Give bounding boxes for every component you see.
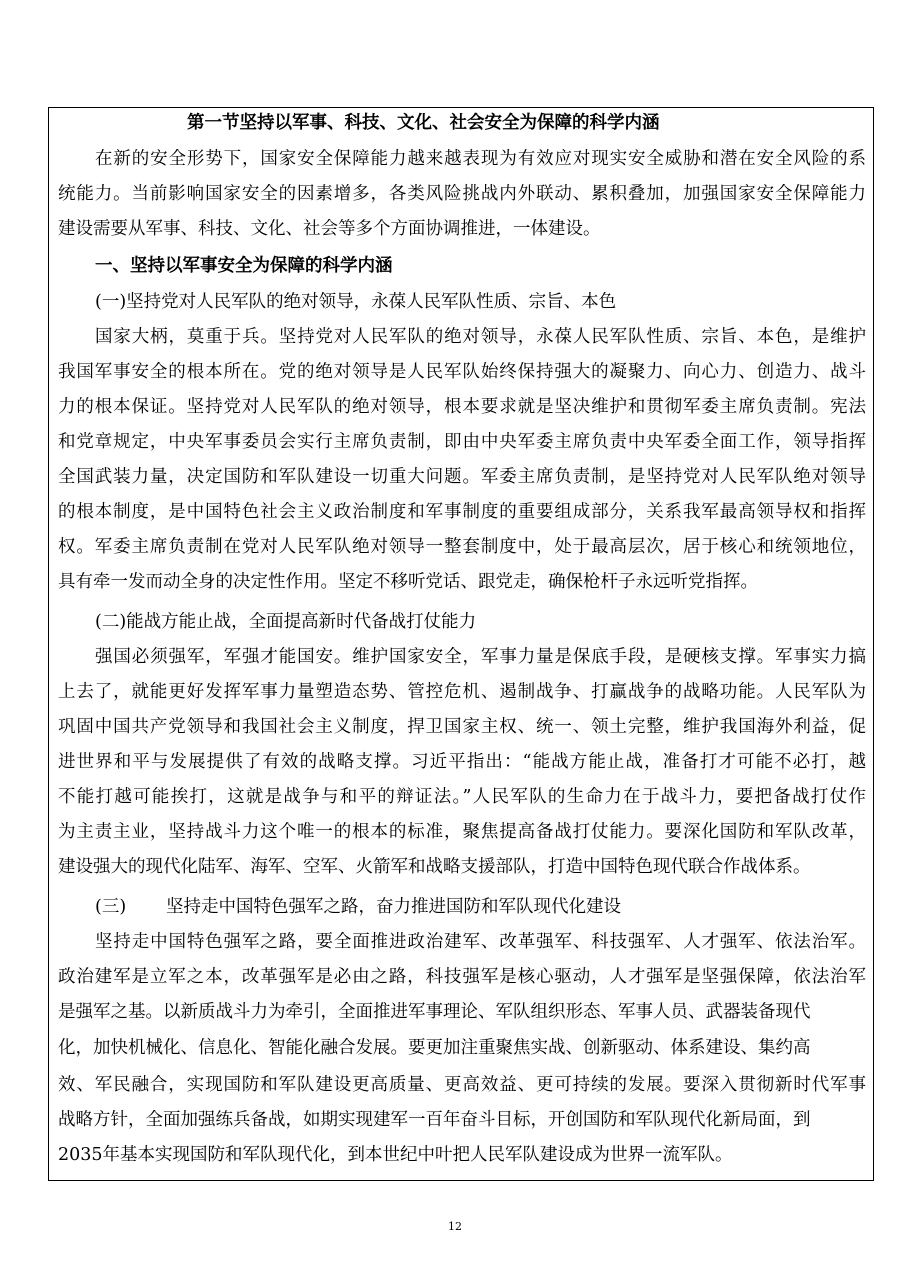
paragraph1-line: 和党章规定，中央军事委员会实行主席负责制，即由中央军委主席负责中央军委全面工作，领导指挥 bbox=[58, 432, 866, 452]
paragraph1-line: 全国武装力量，决定国防和军队建设一切重大问题。军委主席负责制，是坚持党对人民军队绝对领导 bbox=[58, 467, 866, 487]
subsection3-heading-number: (三) bbox=[95, 897, 127, 917]
paragraph3-line: 坚持走中国特色强军之路，要全面推进政治建军、改革强军、科技强军、人才强军、依法治军。 bbox=[95, 932, 866, 952]
paragraph2-line: 为主责主业，坚持战斗力这个唯一的根本的标准，聚焦提高备战打仗能力。要深化国防和军队改革， bbox=[58, 822, 866, 842]
page-number: 12 bbox=[448, 1220, 462, 1233]
paragraph3-line: 化，加快机械化、信息化、智能化融合发展。要更加注重聚焦实战、创新驱动、体系建设、集约高 bbox=[58, 1038, 811, 1058]
paragraph3-line: 政治建军是立军之本，改革强军是必由之路，科技强军是核心驱动，人才强军是坚强保障，依法治军 bbox=[58, 967, 866, 987]
paragraph1-line: 具有牵一发而动全身的决定性作用。坚定不移听党话、跟党走，确保枪杆子永远听党指挥。 bbox=[58, 572, 758, 592]
paragraph2-line: 巩固中国共产党领导和我国社会主义制度，捍卫国家主权、统一、领土完整，维护我国海外利益，促 bbox=[58, 717, 866, 737]
section1-heading: 一、坚持以军事安全为保障的科学内涵 bbox=[95, 256, 393, 276]
paragraph1-line: 力的根本保证。坚持党对人民军队的绝对领导，根本要求就是坚决维护和贯彻军委主席负责制。宪法 bbox=[58, 397, 866, 417]
paragraph2-line: 不能打越可能挨打，这就是战争与和平的辩证法。”人民军队的生命力在于战斗力，要把备战打仗作 bbox=[58, 787, 866, 807]
intro-line: 统能力。当前影响国家安全的因素增多，各类风险挑战内外联动、累积叠加，加强国家安全保障能力 bbox=[58, 184, 866, 204]
subsection2-heading: (二)能战方能止战，全面提高新时代备战打仗能力 bbox=[95, 612, 477, 632]
subsection1-heading: (一)坚持党对人民军队的绝对领导，永葆人民军队性质、宗旨、本色 bbox=[95, 292, 617, 312]
paragraph2-line: 进世界和平与发展提供了有效的战略支撑。习近平指出：“能战方能止战，准备打才可能不必打，越 bbox=[58, 752, 866, 772]
paragraph2-line: 强国必须强军，军强才能国安。维护国家安全，军事力量是保底手段，是硬核支撑。军事实力搞 bbox=[95, 647, 866, 667]
paragraph1-line: 我国军事安全的根本所在。党的绝对领导是人民军队始终保持强大的凝聚力、向心力、创造力、战斗 bbox=[58, 362, 866, 382]
paragraph3-line: 效、军民融合，实现国防和军队建设更高质量、更高效益、更可持续的发展。要深入贯彻新时代军事 bbox=[58, 1075, 866, 1095]
paragraph3-line: 战略方针，全面加强练兵备战，如期实现建军一百年奋斗目标，开创国防和军队现代化新局面，到 bbox=[58, 1110, 811, 1130]
intro-line: 在新的安全形势下，国家安全保障能力越来越表现为有效应对现实安全威胁和潜在安全风险的系 bbox=[95, 149, 866, 169]
paragraph2-line: 上去了，就能更好发挥军事力量塑造态势、管控危机、遏制战争、打赢战争的战略功能。人民军队为 bbox=[58, 682, 866, 702]
intro-line: 建设需要从军事、科技、文化、社会等多个方面协调推进，一体建设。 bbox=[58, 219, 601, 239]
section-title: 第一节坚持以军事、科技、文化、社会安全为保障的科学内涵 bbox=[187, 113, 660, 133]
paragraph2-line: 建设强大的现代化陆军、海军、空军、火箭军和战略支援部队，打造中国特色现代联合作战体系。 bbox=[58, 857, 811, 877]
paragraph3-line: 是强军之基。以新质战斗力为牵引，全面推进军事理论、军队组织形态、军事人员、武器装备现代 bbox=[58, 1002, 811, 1022]
paragraph1-line: 的根本制度，是中国特色社会主义政治制度和军事制度的重要组成部分，关系我军最高领导权和指挥 bbox=[58, 502, 866, 522]
subsection3-heading: 坚持走中国特色强军之路，奋力推进国防和军队现代化建设 bbox=[166, 897, 621, 917]
paragraph1-line: 权。军委主席负责制在党对人民军队绝对领导一整套制度中，处于最高层次，居于核心和统领地位， bbox=[58, 537, 866, 557]
paragraph3-line: 2035年基本实现国防和军队现代化，到本世纪中叶把人民军队建设成为世界一流军队。 bbox=[58, 1145, 733, 1165]
paragraph1-line: 国家大柄，莫重于兵。坚持党对人民军队的绝对领导，永葆人民军队性质、宗旨、本色，是维护 bbox=[95, 327, 866, 347]
